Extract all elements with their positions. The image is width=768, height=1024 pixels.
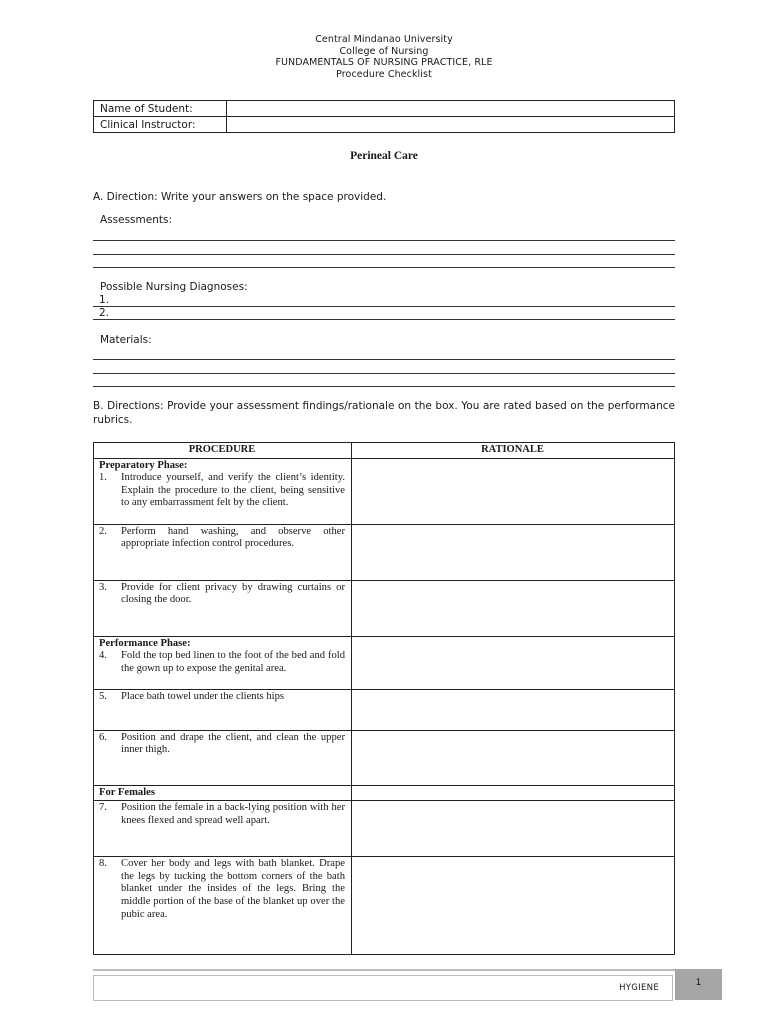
student-info-table xyxy=(93,100,675,133)
procedure-cell xyxy=(94,458,352,524)
procedure-step xyxy=(99,526,345,551)
step-number: 4. xyxy=(99,650,107,662)
footer-section-label: HYGIENE xyxy=(619,983,659,993)
procedure-step xyxy=(99,650,345,675)
procedure-title: Perineal Care xyxy=(350,150,418,162)
clinical-instructor-label: Clinical Instructor: xyxy=(94,117,227,133)
procedure-step xyxy=(99,582,345,607)
rationale-cell[interactable] xyxy=(352,580,675,636)
step-number: 8. xyxy=(99,858,107,870)
step-text: Cover her body and legs with bath blanket. Drape the legs by tucking the bottom corners of the bath blanket under the insides of the legs. Bring the middle portion of the base of the blanket up over the pubic area. xyxy=(121,858,345,920)
step-text: Place bath towel under the clients hips xyxy=(121,690,284,702)
step-text: Provide for client privacy by drawing curtains or closing the door. xyxy=(121,581,345,606)
direction-a: A. Direction: Write your answers on the space provided. xyxy=(93,191,387,203)
materials-line[interactable] xyxy=(93,386,675,387)
procedure-cell xyxy=(94,524,352,580)
procedure-cell xyxy=(94,689,352,730)
student-name-label: Name of Student: xyxy=(94,101,227,117)
rationale-cell[interactable] xyxy=(352,524,675,580)
procedure-checklist-table xyxy=(93,442,675,955)
step-number: 7. xyxy=(99,802,107,814)
rationale-column-header: RATIONALE xyxy=(352,443,675,459)
step-text: Position the female in a back-lying position with her knees flexed and spread well apart. xyxy=(121,802,345,826)
procedure-cell xyxy=(94,636,352,689)
course-name: FUNDAMENTALS OF NURSING PRACTICE, RLE xyxy=(275,57,493,68)
footer-box xyxy=(93,975,673,1001)
rationale-cell[interactable] xyxy=(352,801,675,857)
step-text: Introduce yourself, and verify the client’s identity. Explain the procedure to the client, being sensitive to any embarrassment felt by the client. xyxy=(121,472,345,509)
rationale-cell[interactable] xyxy=(352,730,675,785)
procedure-step xyxy=(99,691,345,704)
step-text: Fold the top bed linen to the foot of the bed and fold the gown up to expose the genital area. xyxy=(121,650,345,674)
procedure-step xyxy=(99,472,345,510)
step-text: Perform hand washing, and observe other appropriate infection control procedures. xyxy=(121,525,345,550)
document-type: Procedure Checklist xyxy=(336,68,432,80)
for-females-heading: For Females xyxy=(99,786,155,798)
assessment-line[interactable] xyxy=(93,267,675,268)
procedure-cell xyxy=(94,730,352,785)
rationale-cell[interactable] xyxy=(352,636,675,689)
step-text: Position and drape the client, and clean the upper inner thigh. xyxy=(121,731,345,756)
rationale-cell[interactable] xyxy=(352,689,675,730)
procedure-step xyxy=(99,802,345,827)
materials-line[interactable] xyxy=(93,359,675,360)
step-number: 1. xyxy=(99,472,107,484)
diagnosis-number-1: 1. xyxy=(99,294,110,306)
diagnoses-label: Possible Nursing Diagnoses: xyxy=(100,281,248,293)
footer-divider xyxy=(93,969,675,971)
clinical-instructor-field[interactable] xyxy=(227,117,675,133)
materials-line[interactable] xyxy=(93,373,675,374)
preparatory-phase-heading: Preparatory Phase: xyxy=(99,459,188,471)
procedure-cell xyxy=(94,785,352,801)
step-number: 3. xyxy=(99,581,107,593)
procedure-cell xyxy=(94,580,352,636)
materials-label: Materials: xyxy=(100,334,152,346)
assessment-line[interactable] xyxy=(93,254,675,255)
step-number: 6. xyxy=(99,731,107,743)
document-header xyxy=(0,34,768,80)
college-name: College of Nursing xyxy=(339,45,429,57)
performance-phase-heading: Performance Phase: xyxy=(99,637,191,649)
procedure-cell xyxy=(94,801,352,857)
rationale-cell[interactable] xyxy=(352,857,675,955)
procedure-step xyxy=(99,732,345,757)
procedure-step xyxy=(99,858,345,921)
step-number: 5. xyxy=(99,690,107,702)
procedure-column-header: PROCEDURE xyxy=(94,443,352,459)
direction-b: B. Directions: Provide your assessment findings/rationale on the box. You are rated based on the performance rubrics. xyxy=(93,400,675,426)
diagnosis-line[interactable] xyxy=(93,306,675,307)
rationale-cell[interactable] xyxy=(352,785,675,801)
procedure-cell xyxy=(94,857,352,955)
diagnosis-number-2: 2. xyxy=(99,307,110,319)
diagnosis-line[interactable] xyxy=(93,319,675,320)
assessment-line[interactable] xyxy=(93,240,675,241)
university-name: Central Mindanao University xyxy=(315,34,453,45)
page-number: 1 xyxy=(675,969,722,1000)
rationale-cell[interactable] xyxy=(352,458,675,524)
student-name-field[interactable] xyxy=(227,101,675,117)
assessments-label: Assessments: xyxy=(100,214,172,226)
step-number: 2. xyxy=(99,525,107,537)
